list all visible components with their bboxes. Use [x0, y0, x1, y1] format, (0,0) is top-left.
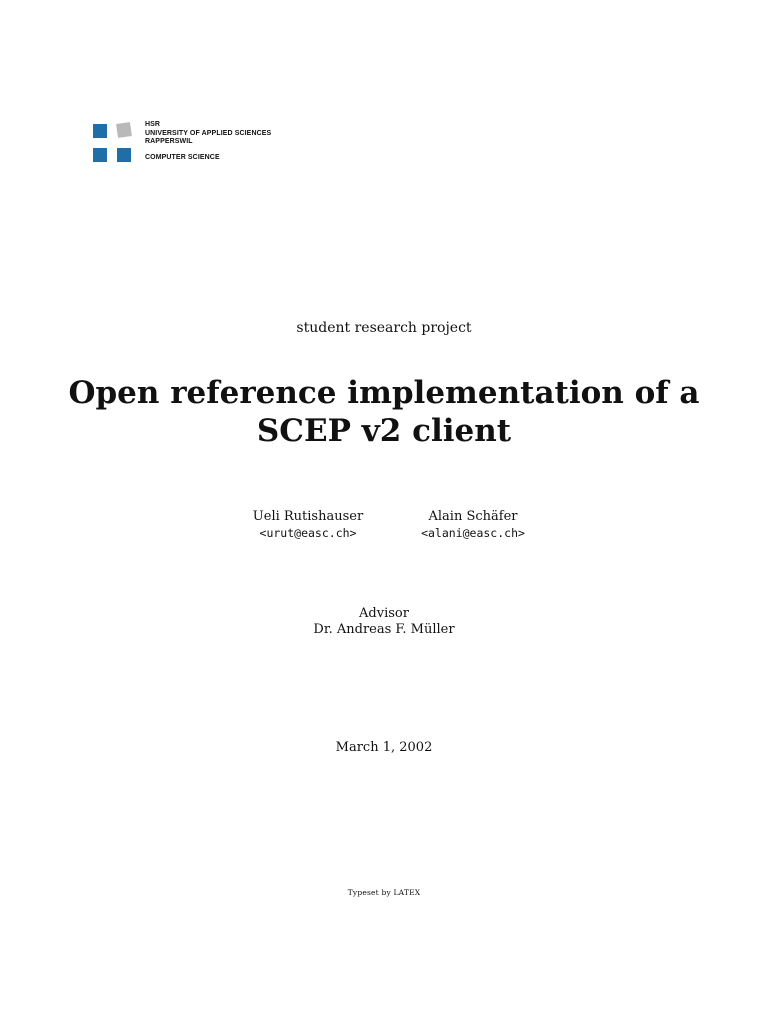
typeset-note [0, 888, 768, 898]
logo-square-bottom-right [117, 148, 131, 162]
hsr-logo-mark [93, 121, 133, 161]
author-name: Alain Schäfer [428, 509, 518, 524]
typeset-prefix: Typeset by [347, 888, 391, 897]
logo-square-bottom-left [93, 148, 107, 162]
logo-square-top-right [116, 122, 132, 138]
logo-square-top-left [93, 124, 107, 138]
advisor-name: Dr. Andreas F. Müller [313, 622, 455, 637]
logo-line-university: UNIVERSITY OF APPLIED SCIENCES [145, 129, 272, 137]
logo-text [145, 121, 271, 162]
document-date: March 1, 2002 [335, 740, 433, 755]
author-email: <alani@easc.ch> [421, 526, 525, 540]
hsr-logo [93, 121, 353, 165]
advisor-label: Advisor [359, 606, 409, 621]
logo-department: COMPUTER SCIENCE [145, 153, 220, 161]
typeset-system: LATEX [393, 888, 421, 897]
logo-line-location: RAPPERSWIL [145, 138, 193, 146]
title-line-2: SCEP v2 client [256, 413, 512, 449]
title-line-1: Open reference implementation of a [68, 375, 700, 411]
logo-line-hsr: HSR [145, 121, 161, 128]
author-name: Ueli Rutishauser [252, 509, 364, 524]
author-email: <urut@easc.ch> [259, 526, 357, 540]
document-title [0, 374, 768, 450]
project-type: student research project [296, 320, 472, 336]
author-block-2 [373, 509, 573, 541]
advisor-block [0, 606, 768, 638]
